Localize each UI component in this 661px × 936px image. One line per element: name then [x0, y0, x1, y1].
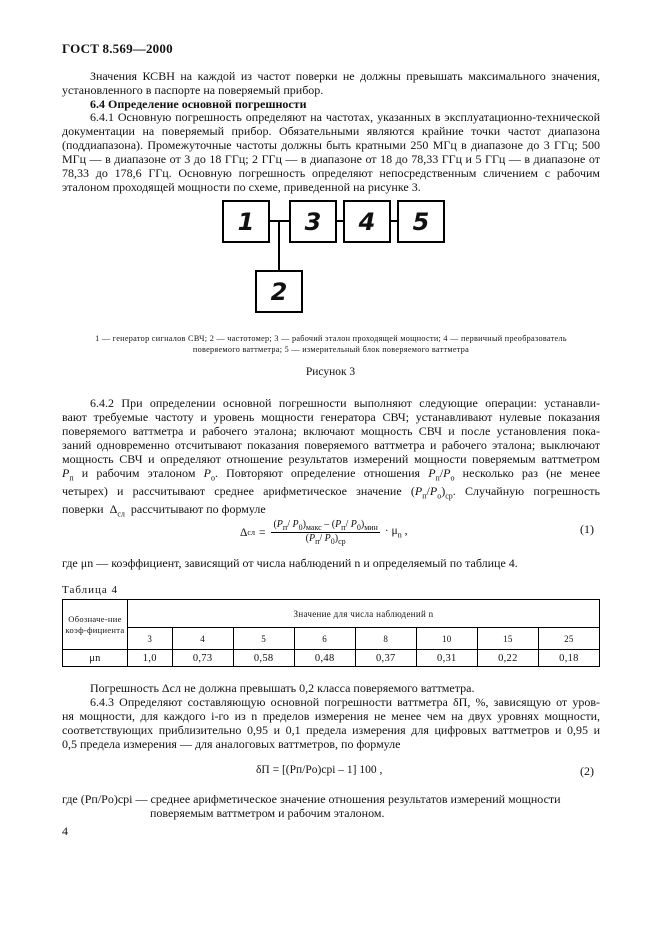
- p642-line-7: четырех) и рассчитывают среднее арифметическое значение $(P_п/P_о)_{ср}$. Случайную погрешность: [62, 483, 600, 501]
- figure-caption-line-2: поверяемого ваттметра; 5 — измерительный блок поверяемого ваттметра: [192, 345, 470, 354]
- formula-1: Δ сл = ($P_п/$ $P_0)_{макс} - (P_п/$ $P_0)_{мин}$ ($P_п/$ $P_0)_{ср}$ · $\mu_n$ ,: [240, 519, 408, 546]
- table-cell: 0,73: [172, 650, 233, 667]
- table-row-n: [63, 628, 600, 650]
- figure-label: Рисунок 3: [305, 366, 356, 378]
- table-cell: 15: [477, 628, 538, 650]
- table-cell: 25: [538, 628, 599, 650]
- table-cell: 0,18: [538, 650, 599, 667]
- table-row-header: Обозначе-ние коэф-фициента: [63, 600, 128, 650]
- table-cell: 5: [233, 628, 294, 650]
- formula-2: δП = [(Pп/Pо)срi – 1] 100 ,: [256, 764, 383, 776]
- p642-line-6: $P_п$ и рабочим эталоном $P_о$. Повторяют определение отношения $P_п/P_о$ несколько раз (не менее: [62, 465, 601, 482]
- connector-to-2: [278, 221, 280, 270]
- formula-2-number: (2): [580, 764, 594, 778]
- page-number: 4: [62, 824, 68, 838]
- p642-line-4: заний одновременно отсчитывают показания поверяемого ваттметра и рабочего эталона; выключают: [62, 437, 600, 452]
- section-title: 6.4 Определение основной погрешности: [90, 97, 307, 111]
- table-cell: 1,0: [128, 650, 173, 667]
- figure-caption-line-1: 1 — генератор сигналов СВЧ; 2 — частотомер; 3 — рабочий эталон проходящей мощности; 4 — первичный преобразователь: [95, 334, 567, 343]
- paragraph-6-4-2: [62, 397, 600, 521]
- table-cell: 10: [416, 628, 477, 650]
- where-clause-1: где μn — коэффициент, зависящий от числа наблюдений n и определяемый по таблице 4.: [62, 556, 518, 570]
- p642-line-3: поверяемого ваттметра и рабочего эталона; включают мощность СВЧ и после установления пока-: [62, 423, 600, 438]
- formula-1-lhs: Δ: [240, 526, 248, 539]
- block-4: 4: [343, 200, 391, 243]
- formula-1-denominator: ($P_п/$ $P_0)_{ср}$: [305, 533, 346, 546]
- table-title: Таблица 4: [62, 584, 119, 596]
- formula-1-tail: · $\mu_n$ ,: [384, 525, 408, 540]
- figure-caption: [62, 333, 600, 355]
- table-cell: 4: [172, 628, 233, 650]
- table-row-mu: [63, 650, 600, 667]
- where-clause-2: [62, 793, 561, 821]
- paragraph-6-4-1: 6.4.1 Основную погрешность определяют на частотах, указанных в эксплуатационно-технической документации на поверяемый прибор. Обязательными являются крайние точки частот диапазона (поддиапазона). Промежуточные частоты должны быть кратными 250 МГц в диапазоне до 3 ГГц; 500 МГц — в диапазоне от 3 до 18 ГГц; 2 ГГц — в диапазоне от 18 до 78,33 ГГц и 5 ГГц — в диапазоне от 78,33 до 178,6 ГГц. Основную погрешность определяют непосредственным сличением с рабочим эталоном проходящей мощности по схеме, приведенной на рисунке 3.: [62, 110, 600, 194]
- error-paragraph: Погрешность Δсл не должна превышать 0,2 класса поверяемого ваттметра.: [90, 681, 475, 695]
- block-1: 1: [222, 200, 270, 243]
- p642-line-8: поверки $\Delta_{сл}$ рассчитывают по формуле: [62, 502, 266, 519]
- table-cell: 0,37: [355, 650, 416, 667]
- p643-line-2: ня мощности, для каждого i-го из n пределов измерения не менее чем на двух уровнях мощности,: [62, 708, 600, 723]
- formula-1-number: (1): [580, 522, 594, 536]
- standard-header: ГОСТ 8.569—2000: [62, 41, 173, 56]
- connector-3-4: [337, 220, 343, 222]
- p643-line-4: 0,5 предела измерения — для аналоговых ваттметров, по формуле: [62, 736, 401, 751]
- table-cell: 0,58: [233, 650, 294, 667]
- table-cell: 0,31: [416, 650, 477, 667]
- table-cell: 6: [294, 628, 355, 650]
- block-5: 5: [397, 200, 445, 243]
- connector-4-5: [391, 220, 397, 222]
- block-2: 2: [255, 270, 303, 313]
- p642-line-1: 6.4.2 При определении основной погрешности выполняют следующие операции: устанавли-: [90, 396, 600, 410]
- formula-1-numerator: ($P_п/$ $P_0)_{макс} - (P_п/$ $P_0)_{мин}$: [273, 519, 378, 532]
- table-row-label: μn: [63, 650, 128, 667]
- where-clause-2-line-2: поверяемым ваттметром и рабочим эталоном.: [150, 805, 385, 820]
- p642-line-2: вают требуемые частоту и уровень мощности генератора СВЧ; устанавливают нулевые показания: [62, 409, 600, 424]
- table-span-header: Значение для числа наблюдений n: [128, 600, 600, 628]
- table-cell: 3: [128, 628, 173, 650]
- table-4: [62, 599, 600, 667]
- p643-line-1: 6.4.3 Определяют составляющую основной погрешности ваттметра δП, %, зависящую от уров-: [90, 695, 600, 709]
- intro-paragraph: Значения КСВН на каждой из частот поверки не должны превышать максимального значения, установленного в паспорте на поверяемый прибор.: [62, 69, 600, 97]
- table-cell: 8: [355, 628, 416, 650]
- table-cell: 0,22: [477, 650, 538, 667]
- where-clause-2-line-1: где (Pп/Pо)срi — среднее арифметическое значение отношения результатов измерений мощности: [62, 792, 561, 806]
- block-3: 3: [289, 200, 337, 243]
- p642-line-5: мощность СВЧ и определяют отношение результатов измерений мощности поверяемым ваттметром: [62, 451, 600, 466]
- p643-line-3: соответствующих приблизительно 0,95 и 0,1 предела измерения для цифровых ваттметров и 0,95 и: [62, 722, 600, 737]
- paragraph-6-4-3: [62, 696, 600, 752]
- table-cell: 0,48: [294, 650, 355, 667]
